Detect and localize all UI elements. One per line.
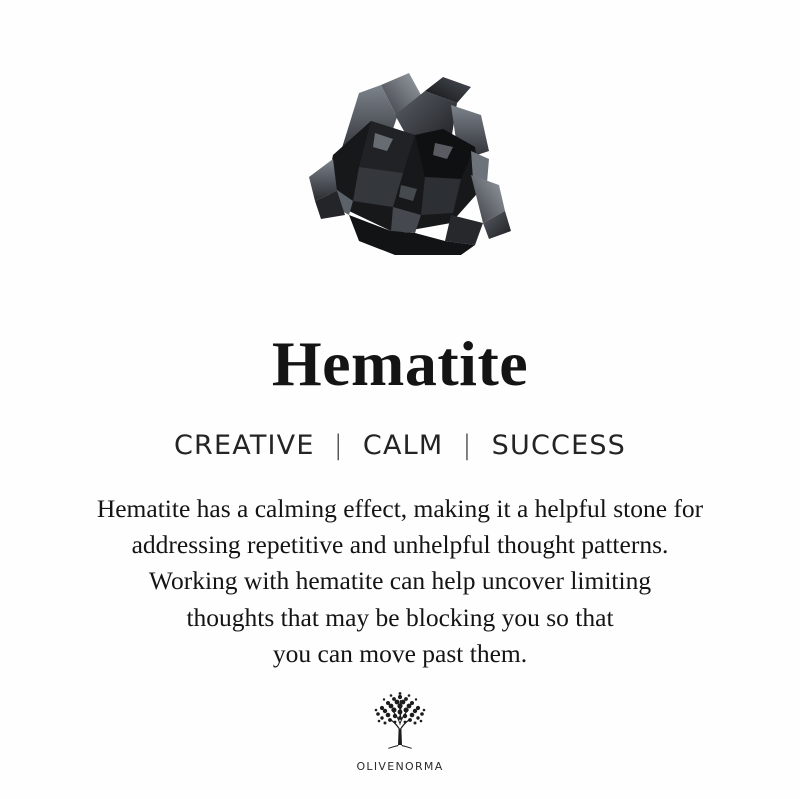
brand-logo <box>0 684 800 773</box>
brand-name: OLIVENORMA <box>356 760 444 773</box>
description-line: you can move past them. <box>272 638 528 668</box>
description-line: thoughts that may be blocking you so that <box>186 602 614 632</box>
keyword-calm: CALM <box>362 430 444 461</box>
hematite-stone-icon <box>275 55 525 265</box>
stone-description <box>35 491 765 672</box>
keyword-list <box>172 430 628 461</box>
tree-icon-svg <box>364 685 436 757</box>
keyword-separator: | <box>333 430 344 461</box>
description-line: Hematite has a calming effect, making it a helpful stone for <box>96 494 704 523</box>
hematite-stone-image <box>275 55 525 265</box>
stone-image-container <box>0 10 800 310</box>
page-title: Hematite <box>271 328 529 399</box>
description-line: Working with hematite can help uncover limiting <box>148 566 652 596</box>
keyword-separator: | <box>462 430 473 461</box>
tree-icon <box>363 684 437 758</box>
keyword-creative: CREATIVE <box>173 430 315 461</box>
description-line: addressing repetitive and unhelpful thought patterns. <box>131 530 669 560</box>
keyword-success: SUCCESS <box>491 430 627 461</box>
